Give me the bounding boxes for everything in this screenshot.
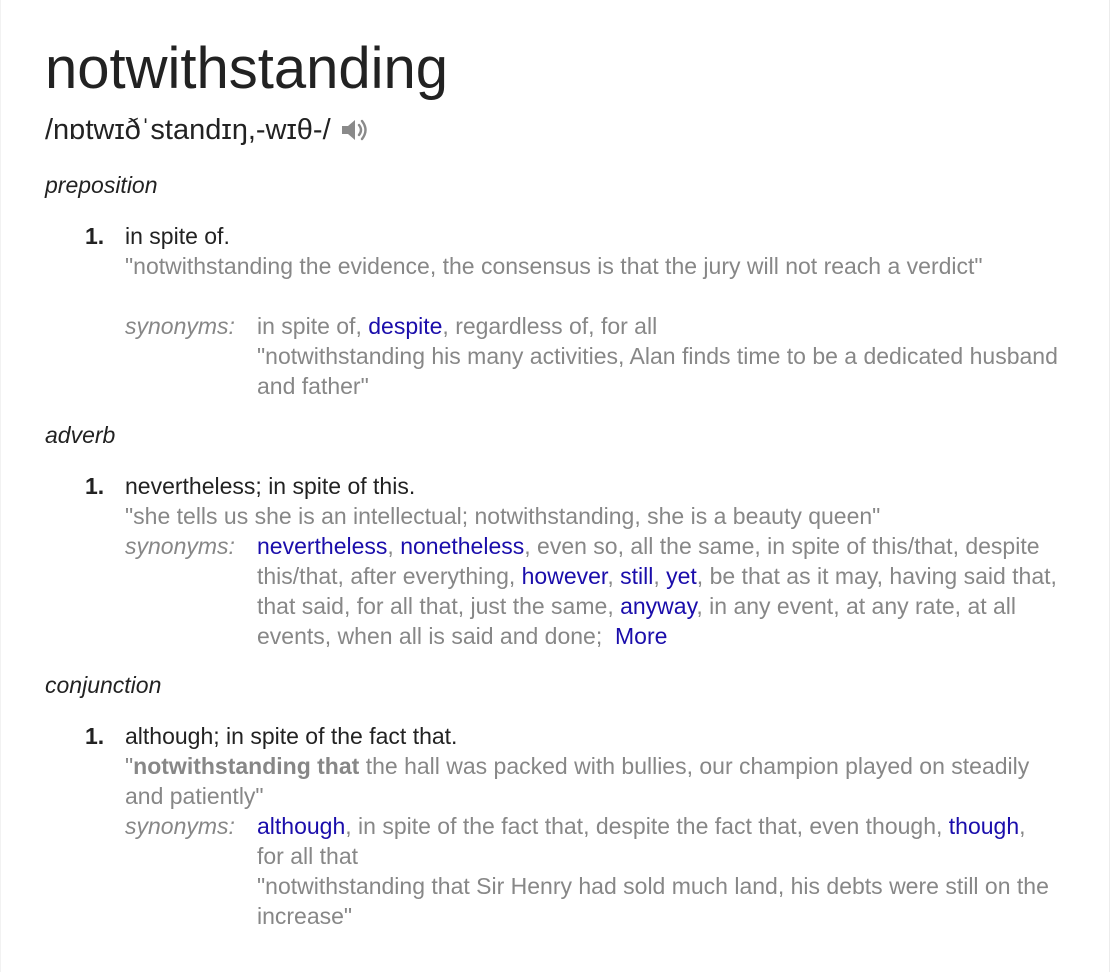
- example-bold: notwithstanding that: [133, 753, 360, 779]
- synonym-link[interactable]: anyway: [620, 593, 697, 619]
- synonym: in any event: [709, 593, 834, 619]
- synonyms-label: synonyms:: [125, 813, 235, 839]
- synonym-link[interactable]: however: [521, 563, 608, 589]
- synonym-link[interactable]: although: [257, 813, 346, 839]
- speaker-icon[interactable]: [339, 115, 371, 145]
- synonym: just the same: [470, 593, 608, 619]
- synonyms-label: synonyms:: [125, 313, 235, 339]
- definition: nevertheless; in spite of this.: [125, 473, 416, 499]
- synonym-link[interactable]: despite: [368, 313, 443, 339]
- synonym: despite the fact that: [595, 813, 797, 839]
- synonym-example: "notwithstanding his many activities, Alan finds time to be a dedicated husband and father": [257, 343, 1058, 399]
- pos-conjunction: conjunction: [45, 672, 162, 698]
- definition: in spite of.: [125, 223, 230, 249]
- synonym: in spite of the fact that: [358, 813, 584, 839]
- sense-number: 1.: [85, 223, 105, 249]
- synonym: even so: [537, 533, 618, 559]
- synonym-link[interactable]: nevertheless: [257, 533, 388, 559]
- synonym-link[interactable]: nonetheless: [400, 533, 525, 559]
- synonym: at any rate: [845, 593, 955, 619]
- sense-number: 1.: [85, 723, 105, 749]
- synonyms-list: although, in spite of the fact that, despite the fact that, even though, though, for all that: [257, 813, 1026, 869]
- synonyms-list: in spite of, despite, regardless of, for all: [257, 313, 658, 339]
- synonym: for all that: [257, 843, 358, 869]
- synonym: that said: [257, 593, 344, 619]
- synonym: when all is said and done: [337, 623, 596, 649]
- synonym: for all that: [356, 593, 458, 619]
- synonym: be that as it may: [709, 563, 877, 589]
- example-open-quote: ": [125, 753, 134, 779]
- synonym: all the same: [630, 533, 755, 559]
- sense-number: 1.: [85, 473, 105, 499]
- synonyms-list: nevertheless, nonetheless, even so, all the same, in spite of this/that, despite this/that, after everything, however, still, yet, be that as it may, having said that, that said, for all that, just the same, anyway, in any event, at any rate, at all events, when all is said and done; More: [257, 533, 1057, 649]
- synonym: in spite of: [257, 313, 356, 339]
- synonym-link[interactable]: though: [948, 813, 1020, 839]
- pos-preposition: preposition: [45, 172, 158, 198]
- example: "she tells us she is an intellectual; notwithstanding, she is a beauty queen": [125, 503, 881, 529]
- synonym: at all events: [257, 593, 1017, 649]
- example: "notwithstanding the evidence, the consensus is that the jury will not reach a verdict": [125, 253, 983, 279]
- pronunciation-row: [45, 112, 371, 148]
- synonym: after everything: [350, 563, 509, 589]
- synonym: even though: [809, 813, 936, 839]
- speaker-icon-graphic: [339, 115, 371, 145]
- example: [125, 751, 1065, 811]
- synonym: for all: [600, 313, 658, 339]
- headword: notwithstanding: [45, 36, 449, 101]
- synonyms-label: synonyms:: [125, 533, 235, 559]
- synonym: having said that: [889, 563, 1051, 589]
- synonym-link[interactable]: still: [620, 563, 654, 589]
- synonym-link[interactable]: yet: [666, 563, 697, 589]
- definition: although; in spite of the fact that.: [125, 723, 458, 749]
- pos-adverb: adverb: [45, 422, 116, 448]
- example-rest: the hall was packed with bullies, our champion played on steadily and patiently": [125, 753, 1030, 809]
- pronunciation: /nɒtwɪðˈstandɪŋ,-wɪθ-/: [45, 114, 331, 146]
- synonym: regardless of: [455, 313, 589, 339]
- synonym: in spite of this/that: [767, 533, 953, 559]
- synonym: despite this/that: [257, 533, 1040, 589]
- synonym-example: "notwithstanding that Sir Henry had sold much land, his debts were still on the increase": [257, 873, 1049, 929]
- more-synonyms-link[interactable]: More: [615, 623, 668, 649]
